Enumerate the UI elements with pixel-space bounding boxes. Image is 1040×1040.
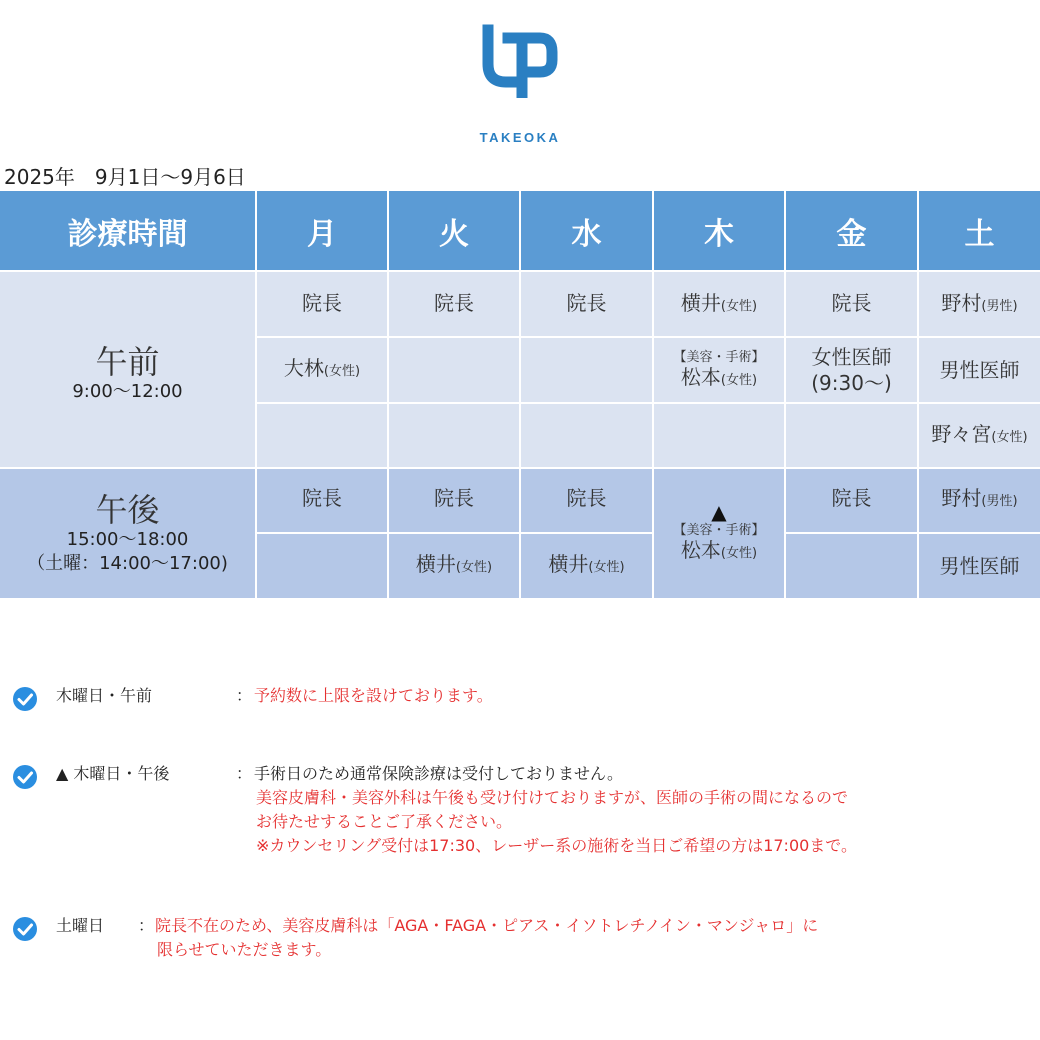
doctor-name [681,290,757,320]
am-tue-3 [389,404,521,469]
check-circle-icon [12,764,38,790]
doctor-gender: (女性) [588,560,625,575]
pm-mon-1 [257,469,389,534]
pm-thu [654,469,786,598]
header-mon: 月 [257,191,389,272]
note-colon: ： [236,764,253,783]
note-thursday-pm [12,762,1012,862]
date-range: 2025年 9月1日～9月6日 [4,165,246,189]
am-label: 午前 [95,342,160,381]
note-label: 土曜日 [56,916,105,935]
note-thursday-am [12,684,1012,710]
doctor-name: 院長 [434,486,474,510]
takeoka-logo-mark [482,24,558,102]
am-sat-1 [919,272,1040,338]
pm-tue-2 [389,534,521,598]
doctor-name: 院長 [302,486,342,510]
doctor-name-text: 野村 [941,291,982,315]
doctor-name: 院長 [434,291,474,315]
doctor-name [681,539,757,565]
doctor-name-text: 横井 [548,552,589,576]
am-mon-1 [257,272,389,338]
doctor-name: 院長 [831,486,872,510]
am-thu-3 [654,404,786,469]
doctor-name-text: 横井 [415,552,456,576]
doctor-name-text: 松本 [680,364,721,389]
note-text: 手術日のため通常保険診療は受付しておりません。 [254,764,623,783]
pm-mon-2 [257,534,389,598]
note-text: 予約数に上限を設けております。 [254,686,493,705]
logo-text: TAKEOKA [479,130,561,145]
doctor-name: 院長 [831,291,872,315]
doctor-gender: (女性) [455,560,493,575]
doctor-name [681,366,757,392]
pm-wed-1 [521,469,654,534]
header-hours: 診療時間 [0,191,257,272]
am-thu-1 [654,272,786,338]
am-wed-3 [521,404,654,469]
header-fri: 金 [786,191,919,272]
pm-period-cell [0,469,257,598]
note-saturday [12,914,1012,964]
check-circle-icon [12,686,38,712]
pm-fri-1 [786,469,919,534]
am-mon-2 [257,338,389,404]
note-text: ※カウンセリング受付は17:30、レーザー系の施術を当日ご希望の方は17:00まで。 [256,836,857,855]
beauty-surgery-tag: 【美容・手術】 [673,523,765,538]
doctor-name [416,551,492,581]
doctor-name [548,551,624,581]
pm-sat-1 [919,469,1040,534]
beauty-surgery-tag: 【美容・手術】 [673,349,765,365]
triangle-mark-icon: ▲ [711,500,727,524]
am-thu-2 [654,338,786,404]
note-colon: ： [138,916,155,935]
note-label: ▲ 木曜日・午後 [56,764,170,783]
doctor-gender: (女性) [720,372,758,388]
note-text: 美容皮膚科・美容外科は午後も受け付けておりますが、医師の手術の間になるので [256,788,849,807]
am-sat-2 [919,338,1040,404]
doctor-name-text: 横井 [680,291,721,315]
doctor-name: 院長 [566,291,607,315]
note-label: 木曜日・午前 [56,686,153,705]
doctor-name: 男性医師 [939,358,1020,382]
pm-tue-1 [389,469,521,534]
am-fri-3 [786,404,919,469]
doctor-name [941,485,1017,515]
doctor-gender: (女性) [720,299,758,314]
am-mon-3 [257,404,389,469]
am-fri-1 [786,272,919,338]
am-tue-2 [389,338,521,404]
doctor-gender: (男性) [981,494,1018,509]
note-text: 院長不在のため、美容皮膚科は「AGA・FAGA・ピアス・イソトレチノイン・マンジャロ」に [155,916,819,935]
note-text: お待たせすることご了承ください。 [256,812,513,831]
header-thu: 木 [654,191,786,272]
note-colon: ： [236,686,253,705]
header-sat: 土 [919,191,1040,272]
doctor-gender: (女性) [720,546,758,561]
doctor-gender: (女性) [991,429,1028,445]
doctor-name [931,421,1027,451]
am-time: 9:00～12:00 [72,380,183,402]
pm-sat-time: （土曜：14:00～17:00) [27,552,228,574]
doctor-name: 男性医師 [939,554,1020,578]
am-sat-3 [919,404,1040,469]
header-tue: 火 [389,191,521,272]
doctor-gender: (女性) [323,364,361,379]
pm-time: 15:00～18:00 [66,528,189,550]
pm-label: 午後 [95,490,160,529]
doctor-name [941,290,1017,320]
doctor-name [284,355,360,385]
doctor-name: 院長 [566,486,607,510]
doctor-name: 女性医師 [811,345,892,369]
header-wed: 水 [521,191,654,272]
doctor-name-text: 野村 [941,486,982,510]
pm-fri-2 [786,534,919,598]
doctor-name: 院長 [302,291,342,315]
doctor-name-text: 松本 [680,538,721,562]
doctor-name-text: 野々宮 [931,421,992,446]
doctor-start-time: (9:30～) [811,371,892,395]
pm-wed-2 [521,534,654,598]
pm-sat-2 [919,534,1040,598]
doctor-name-text: 大林 [283,356,324,380]
note-text: 限らせていただきます。 [157,940,332,959]
am-fri-2 [786,338,919,404]
am-tue-1 [389,272,521,338]
am-wed-1 [521,272,654,338]
am-period-cell [0,272,257,469]
doctor-gender: (男性) [981,299,1018,314]
check-circle-icon [12,916,38,942]
schedule-table [0,191,1040,598]
am-wed-2 [521,338,654,404]
